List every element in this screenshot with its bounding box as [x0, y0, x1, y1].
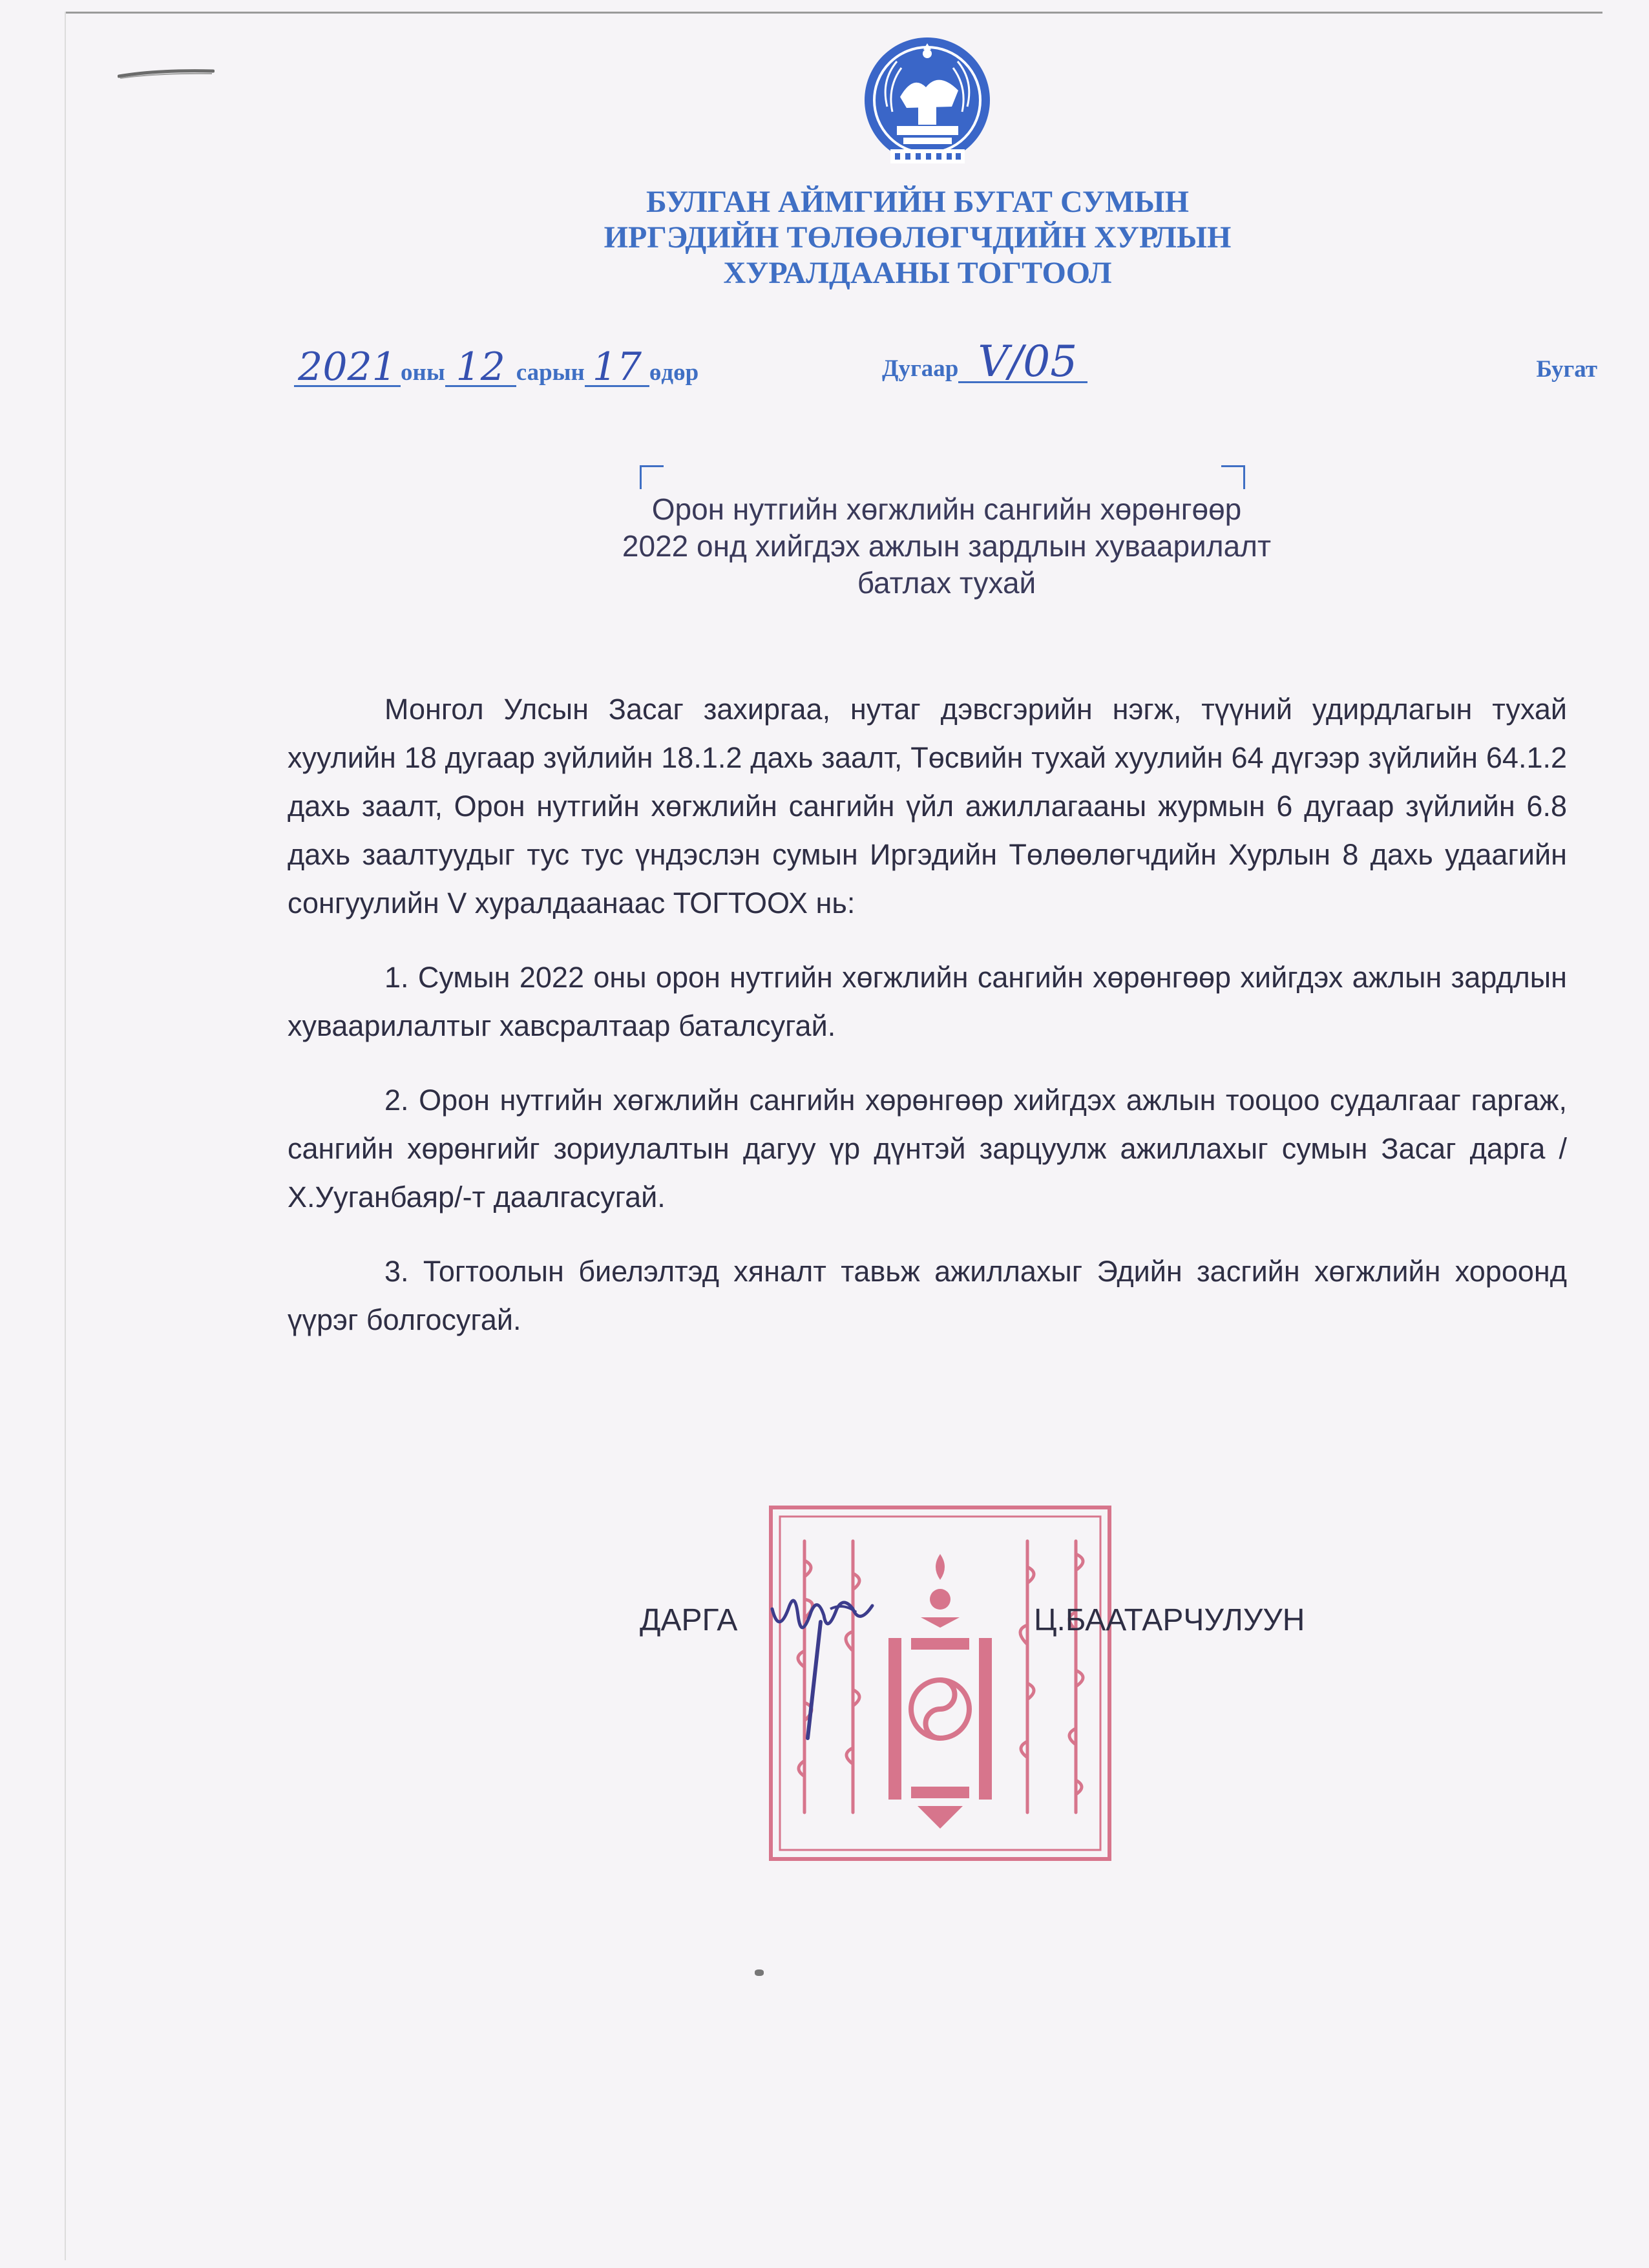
- state-emblem-icon: [861, 36, 994, 171]
- scan-speck: [755, 1969, 764, 1976]
- date-day-handwritten: 17: [585, 349, 649, 387]
- place-name: Бугат: [1536, 356, 1597, 383]
- month-label: сарын: [516, 359, 585, 386]
- page-edge-top: [65, 12, 1602, 14]
- header-line-3: ХУРАЛДААНЫ ТОГТООЛ: [723, 256, 1112, 290]
- item-3-paragraph: 3. Тогтоолын биелэлтэд хяналт тавьж ажиллахыг Эдийн засгийн хөгжлийн хороонд үүрэг болгосугай.: [288, 1255, 1567, 1336]
- header-line-2: ИРГЭДИЙН ТӨЛӨӨЛӨГЧДИЙН ХУРЛЫН: [604, 220, 1232, 255]
- handwritten-signature-icon: [762, 1583, 918, 1751]
- document-header: [452, 184, 1383, 291]
- date-month-handwritten: 12: [445, 349, 516, 387]
- item-1-paragraph: 1. Сумын 2022 оны орон нутгийн хөгжлийн сангийн хөрөнгөөр хийгдэх ажлын зардлын хуваарилалтыг хавсралтаар баталсугай.: [288, 961, 1567, 1042]
- signatory-name: Ц.БААТАРЧУЛУУН: [1034, 1603, 1305, 1637]
- subject-corner-right: [1221, 465, 1245, 489]
- resolution-body: [288, 685, 1567, 1370]
- staple-mark: [118, 67, 215, 80]
- item-2-paragraph: 2. Орон нутгийн хөгжлийн сангийн хөрөнгөөр хийгдэх ажлын тооцоо судалгааг гаргаж, сангийн хөрөнгийг зориулалтын дагуу үр дүнтэй зарцуулж ажиллахыг сумын Засаг дарга /Х.Ууганбаяр/-т даалгасугай.: [288, 1084, 1567, 1213]
- header-line-1: БУЛГАН АЙМГИЙН БУГАТ СУМЫН: [646, 185, 1189, 219]
- signature-block: [0, 1596, 1649, 1648]
- date-number-row: [0, 336, 1649, 394]
- preamble-paragraph: Монгол Улсын Засаг захиргаа, нутаг дэвсгэрийн нэгж, түүний удирдлагын тухай хуулийн 18 дугаар зүйлийн 18.1.2 дахь заалт, Төсвийн тухай хуулийн 64 дүгээр зүйлийн 64.1.2 дахь заалт, Орон нутгийн хөгжлийн сангийн үйл ажиллагааны журмын 6 дугаар зүйлийн 6.8 дахь заалтуудыг тус тус үндэслэн сумын Иргэдийн Төлөөлөгчдийн Хурлын 8 дахь удаагийн сонгуулийн V хуралдаанаас ТОГТООХ нь:: [288, 693, 1567, 919]
- signatory-title: ДАРГА: [640, 1603, 738, 1637]
- number-label: Дугаар: [882, 355, 959, 382]
- subject-corner-left: [640, 465, 664, 489]
- resolution-number-field: [882, 337, 1087, 386]
- day-label: өдөр: [649, 359, 699, 386]
- date-year-handwritten: 2021: [294, 349, 401, 387]
- resolution-number-handwritten: V/05: [958, 342, 1087, 383]
- date-field: [294, 344, 699, 390]
- resolution-subject: [491, 491, 1402, 602]
- year-label: оны: [401, 359, 445, 386]
- subject-line-3: батлах тухай: [857, 566, 1036, 600]
- subject-line-2: 2022 онд хийгдэх ажлын зардлын хуваарилалт: [622, 529, 1272, 563]
- subject-line-1: Орон нутгийн хөгжлийн сангийн хөрөнгөөр: [651, 492, 1242, 526]
